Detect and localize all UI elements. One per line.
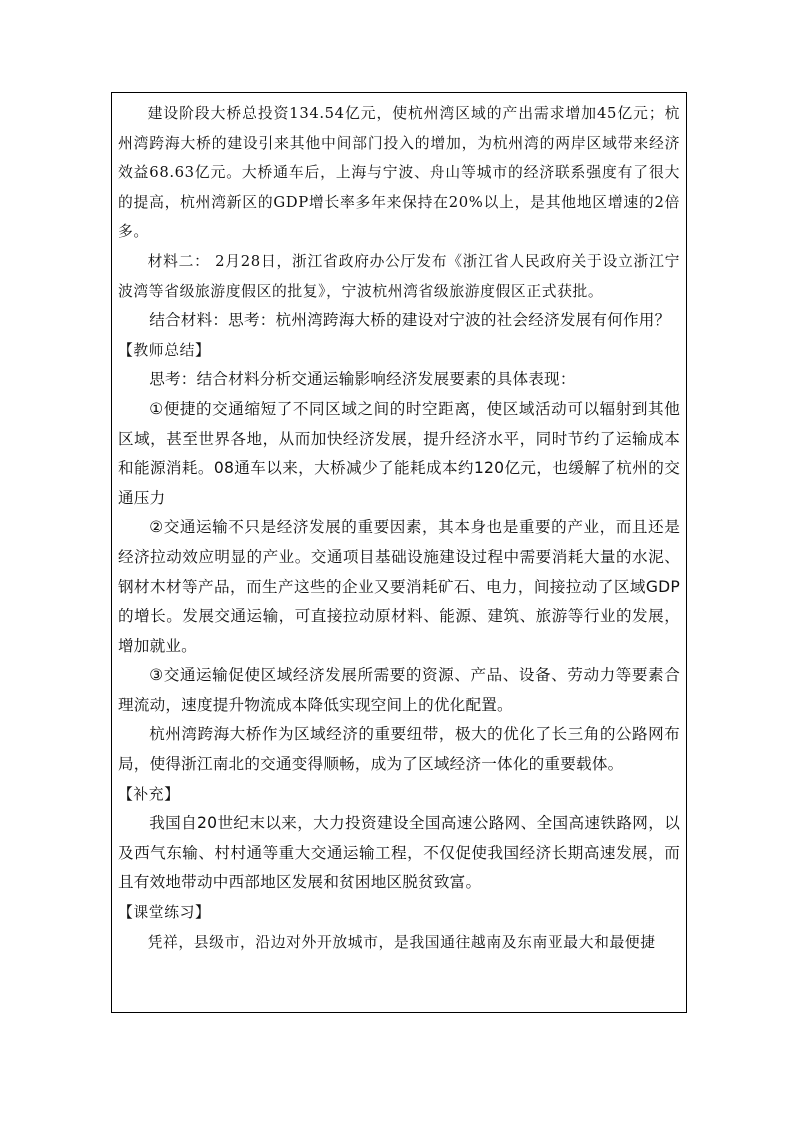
heading-teacher-summary: 【教师总结】 [118, 341, 211, 359]
paragraph-bridge-summary: 杭州湾跨海大桥作为区域经济的重要纽带，极大的优化了长三角的公路网布局，使得浙江南北的交通变得顺畅，成为了区域经济一体化的重要载体。 [118, 725, 680, 774]
paragraph-think: 思考：结合材料分析交通运输影响经济发展要素的具体表现： [149, 370, 576, 389]
paragraph-exercise: 凭祥，县级市，沿边对外开放城市，是我国通往越南及东南亚最大和最便捷 [147, 933, 656, 951]
paragraph-point-three: ③交通运输促使区域经济发展所需要的资源、产品、设备、劳动力等要素合理流动，速度提升物流成本降低实现空间上的优化配置。 [118, 666, 680, 714]
paragraph-point-one: ①便捷的交通缩短了不同区域之间的时空距离，使区域活动可以辐射到其他区域，甚至世界各地，从而加快经济发展，提升经济水平，同时节约了运输成本和能源消耗。08通车以来，大桥减少了能耗成本约120亿元，也缓解了杭州的交通压力 [118, 399, 680, 507]
document-content [118, 99, 680, 957]
document-frame [111, 92, 687, 1013]
paragraph-point-two: ②交通运输不只是经济发展的重要因素，其本身也是重要的产业，而且还是经济拉动效应明显的产业。交通项目基础设施建设过程中需要消耗大量的水泥、钢材木材等产品，而生产这些的企业又要消耗矿石、电力，间接拉动了区域GDP的增长。发展交通运输，可直接拉动原材料、能源、建筑、旅游等行业的发展，增加就业。 [118, 518, 680, 655]
paragraph-question: 结合材料：思考：杭州湾跨海大桥的建设对宁波的社会经济发展有何作用？ [149, 311, 671, 330]
paragraph-material-one-cont: 建设阶段大桥总投资134.54亿元，使杭州湾区域的产出需求增加45亿元；杭州湾跨海大桥的建设引来其他中间部门投入的增加，为杭州湾的两岸区域带来经济效益68.63亿元。大桥通车后，上海与宁波、舟山等城市的经济联系强度有了很大的提高，杭州湾新区的GDP增长率多年来保持在20%以上，是其他地区增速的2倍多。 [118, 105, 680, 241]
paragraph-material-two: 材料二： 2月28日，浙江省政府办公厅发布《浙江省人民政府关于设立浙江宁波湾等省级旅游度假区的批复》，宁波杭州湾省级旅游度假区正式获批。 [118, 252, 680, 300]
heading-classroom-exercise: 【课堂练习】 [118, 904, 211, 922]
heading-supplement: 【补充】 [118, 785, 180, 803]
paragraph-supplement: 我国自20世纪末以来，大力投资建设全国高速公路网、全国高速铁路网，以及西气东输、村村通等重大交通运输工程，不仅促使我国经济长期高速发展，而且有效地带动中西部地区发展和贫困地区脱贫致富。 [118, 814, 680, 892]
